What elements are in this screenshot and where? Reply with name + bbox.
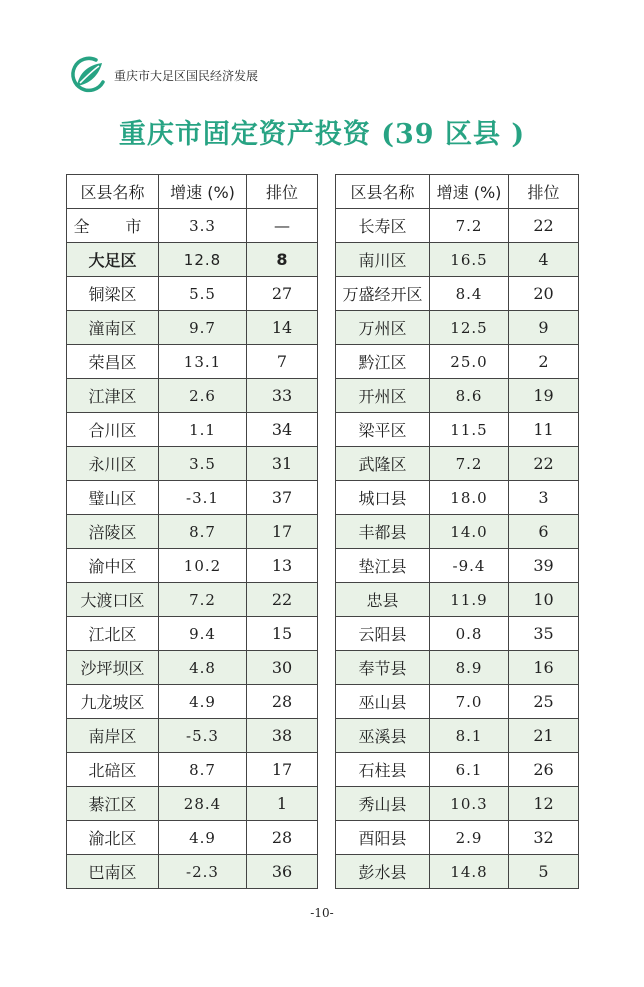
table-row xyxy=(336,821,579,855)
cell-growth-rate: 8.9 xyxy=(430,651,509,685)
cell-rank: 7 xyxy=(247,345,318,379)
cell-rank: 20 xyxy=(509,277,579,311)
cell-county-name: 万盛经开区 xyxy=(336,277,430,311)
cell-county-name: 丰都县 xyxy=(336,515,430,549)
cell-county-name: 九龙坡区 xyxy=(67,685,159,719)
cell-growth-rate: 7.2 xyxy=(430,447,509,481)
cell-growth-rate: 3.5 xyxy=(159,447,247,481)
table-row xyxy=(336,379,579,413)
table-row xyxy=(67,753,318,787)
cell-rank: 15 xyxy=(247,617,318,651)
table-row xyxy=(67,447,318,481)
cell-county-name: 潼南区 xyxy=(67,311,159,345)
cell-rank: 35 xyxy=(509,617,579,651)
table-row xyxy=(336,549,579,583)
cell-rank: 14 xyxy=(247,311,318,345)
cell-county-name: 南川区 xyxy=(336,243,430,277)
cell-growth-rate: -5.3 xyxy=(159,719,247,753)
cell-county-name: 沙坪坝区 xyxy=(67,651,159,685)
column-header-name: 区县名称 xyxy=(67,175,159,209)
table-row xyxy=(336,209,579,243)
cell-rank: 36 xyxy=(247,855,318,889)
circular-leaf-logo-icon xyxy=(66,55,108,95)
cell-rank: — xyxy=(247,209,318,243)
cell-county-name: 渝中区 xyxy=(67,549,159,583)
table-row xyxy=(336,277,579,311)
cell-growth-rate: 8.7 xyxy=(159,515,247,549)
cell-growth-rate: 25.0 xyxy=(430,345,509,379)
table-row xyxy=(67,821,318,855)
table-row xyxy=(336,413,579,447)
cell-county-name: 渝北区 xyxy=(67,821,159,855)
table-header-row xyxy=(67,175,318,209)
table-row xyxy=(67,243,318,277)
cell-county-name: 北碚区 xyxy=(67,753,159,787)
cell-growth-rate: 11.9 xyxy=(430,583,509,617)
cell-growth-rate: 8.4 xyxy=(430,277,509,311)
cell-growth-rate: 14.8 xyxy=(430,855,509,889)
cell-growth-rate: 7.0 xyxy=(430,685,509,719)
county-table-right xyxy=(335,174,579,889)
column-header-rank: 排位 xyxy=(509,175,579,209)
cell-county-name: 永川区 xyxy=(67,447,159,481)
cell-rank: 39 xyxy=(509,549,579,583)
cell-growth-rate: 13.1 xyxy=(159,345,247,379)
table-row xyxy=(336,617,579,651)
cell-growth-rate: 28.4 xyxy=(159,787,247,821)
table-row xyxy=(336,855,579,889)
cell-growth-rate: 0.8 xyxy=(430,617,509,651)
cell-rank: 9 xyxy=(509,311,579,345)
cell-growth-rate: 11.5 xyxy=(430,413,509,447)
cell-county-name: 巫山县 xyxy=(336,685,430,719)
cell-growth-rate: 18.0 xyxy=(430,481,509,515)
cell-rank: 4 xyxy=(509,243,579,277)
table-row xyxy=(67,583,318,617)
cell-county-name: 璧山区 xyxy=(67,481,159,515)
cell-county-name: 奉节县 xyxy=(336,651,430,685)
table-row xyxy=(336,787,579,821)
cell-rank: 3 xyxy=(509,481,579,515)
column-header-name: 区县名称 xyxy=(336,175,430,209)
table-row xyxy=(67,277,318,311)
cell-county-name: 万州区 xyxy=(336,311,430,345)
table-row xyxy=(336,311,579,345)
cell-county-name: 綦江区 xyxy=(67,787,159,821)
cell-county-name: 涪陵区 xyxy=(67,515,159,549)
cell-rank: 21 xyxy=(509,719,579,753)
cell-growth-rate: 7.2 xyxy=(430,209,509,243)
cell-growth-rate: 5.5 xyxy=(159,277,247,311)
cell-growth-rate: 14.0 xyxy=(430,515,509,549)
cell-rank: 8 xyxy=(247,243,318,277)
table-header-row xyxy=(336,175,579,209)
cell-growth-rate: -2.3 xyxy=(159,855,247,889)
cell-growth-rate: 10.2 xyxy=(159,549,247,583)
table-row xyxy=(67,413,318,447)
cell-county-name: 巫溪县 xyxy=(336,719,430,753)
cell-rank: 11 xyxy=(509,413,579,447)
cell-rank: 16 xyxy=(509,651,579,685)
cell-rank: 27 xyxy=(247,277,318,311)
cell-rank: 26 xyxy=(509,753,579,787)
cell-county-name: 云阳县 xyxy=(336,617,430,651)
table-row xyxy=(336,753,579,787)
cell-county-name: 城口县 xyxy=(336,481,430,515)
cell-rank: 37 xyxy=(247,481,318,515)
column-header-growth: 增速 (%) xyxy=(159,175,247,209)
cell-county-name: 彭水县 xyxy=(336,855,430,889)
cell-county-name: 大足区 xyxy=(67,243,159,277)
table-row xyxy=(67,311,318,345)
cell-county-name: 江北区 xyxy=(67,617,159,651)
cell-county-name: 忠县 xyxy=(336,583,430,617)
cell-growth-rate: 3.3 xyxy=(159,209,247,243)
cell-county-name: 荣昌区 xyxy=(67,345,159,379)
cell-rank: 17 xyxy=(247,515,318,549)
cell-rank: 22 xyxy=(509,209,579,243)
cell-county-name: 合川区 xyxy=(67,413,159,447)
cell-growth-rate: 4.9 xyxy=(159,685,247,719)
cell-rank: 22 xyxy=(509,447,579,481)
column-header-rank: 排位 xyxy=(247,175,318,209)
cell-growth-rate: 4.8 xyxy=(159,651,247,685)
table-row xyxy=(67,685,318,719)
table-row xyxy=(67,379,318,413)
cell-growth-rate: 1.1 xyxy=(159,413,247,447)
cell-growth-rate: 9.7 xyxy=(159,311,247,345)
table-row xyxy=(336,515,579,549)
cell-county-name: 黔江区 xyxy=(336,345,430,379)
cell-county-name: 武隆区 xyxy=(336,447,430,481)
table-row xyxy=(67,719,318,753)
cell-county-name: 秀山县 xyxy=(336,787,430,821)
cell-rank: 5 xyxy=(509,855,579,889)
cell-rank: 12 xyxy=(509,787,579,821)
cell-growth-rate: 4.9 xyxy=(159,821,247,855)
cell-growth-rate: 8.7 xyxy=(159,753,247,787)
cell-growth-rate: 12.5 xyxy=(430,311,509,345)
cell-growth-rate: 8.1 xyxy=(430,719,509,753)
table-row xyxy=(67,209,318,243)
cell-county-name: 南岸区 xyxy=(67,719,159,753)
table-row xyxy=(67,617,318,651)
cell-growth-rate: 8.6 xyxy=(430,379,509,413)
county-table-left xyxy=(66,174,318,889)
cell-county-name: 巴南区 xyxy=(67,855,159,889)
table-row xyxy=(67,345,318,379)
column-header-growth: 增速 (%) xyxy=(430,175,509,209)
cell-growth-rate: 7.2 xyxy=(159,583,247,617)
cell-rank: 1 xyxy=(247,787,318,821)
cell-growth-rate: 12.8 xyxy=(159,243,247,277)
table-row xyxy=(336,481,579,515)
cell-growth-rate: 16.5 xyxy=(430,243,509,277)
cell-county-name: 开州区 xyxy=(336,379,430,413)
table-row xyxy=(336,685,579,719)
table-row xyxy=(67,787,318,821)
cell-rank: 13 xyxy=(247,549,318,583)
cell-rank: 31 xyxy=(247,447,318,481)
cell-rank: 19 xyxy=(509,379,579,413)
table-row xyxy=(67,855,318,889)
cell-growth-rate: -3.1 xyxy=(159,481,247,515)
table-row xyxy=(336,447,579,481)
cell-county-name: 酉阳县 xyxy=(336,821,430,855)
cell-county-name: 江津区 xyxy=(67,379,159,413)
cell-rank: 30 xyxy=(247,651,318,685)
cell-growth-rate: 2.6 xyxy=(159,379,247,413)
cell-rank: 38 xyxy=(247,719,318,753)
cell-county-name: 垫江县 xyxy=(336,549,430,583)
cell-growth-rate: 10.3 xyxy=(430,787,509,821)
cell-county-name: 大渡口区 xyxy=(67,583,159,617)
table-row xyxy=(67,515,318,549)
cell-rank: 10 xyxy=(509,583,579,617)
org-name: 重庆市大足区国民经济发展 xyxy=(114,69,259,83)
cell-rank: 25 xyxy=(509,685,579,719)
cell-rank: 22 xyxy=(247,583,318,617)
cell-rank: 32 xyxy=(509,821,579,855)
cell-county-name: 全 市 xyxy=(67,209,159,243)
cell-growth-rate: 9.4 xyxy=(159,617,247,651)
cell-growth-rate: 2.9 xyxy=(430,821,509,855)
cell-growth-rate: -9.4 xyxy=(430,549,509,583)
cell-rank: 34 xyxy=(247,413,318,447)
cell-rank: 28 xyxy=(247,685,318,719)
table-row xyxy=(67,549,318,583)
cell-rank: 2 xyxy=(509,345,579,379)
cell-growth-rate: 6.1 xyxy=(430,753,509,787)
cell-county-name: 梁平区 xyxy=(336,413,430,447)
cell-rank: 33 xyxy=(247,379,318,413)
table-row xyxy=(336,583,579,617)
table-row xyxy=(336,345,579,379)
cell-county-name: 长寿区 xyxy=(336,209,430,243)
cell-rank: 28 xyxy=(247,821,318,855)
table-row xyxy=(67,481,318,515)
page-title: 重庆市固定资产投资 (39 区县 ) xyxy=(118,119,526,150)
cell-county-name: 石柱县 xyxy=(336,753,430,787)
cell-rank: 17 xyxy=(247,753,318,787)
table-row xyxy=(336,243,579,277)
cell-rank: 6 xyxy=(509,515,579,549)
table-row xyxy=(67,651,318,685)
page-number: -10- xyxy=(310,906,334,920)
table-row xyxy=(336,651,579,685)
cell-county-name: 铜梁区 xyxy=(67,277,159,311)
table-row xyxy=(336,719,579,753)
